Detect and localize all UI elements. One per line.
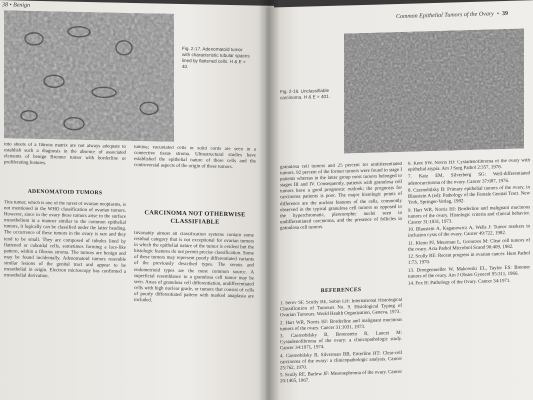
heading-carcinoma-line1: CARCINOMA NOT OTHERWISE	[144, 209, 246, 219]
reference-item: 4. Czernobilsky B, Silverman BB, Enterline HT: Clear-cell carcinoma of the ovary: a clinicopathologic analysis. Cancer 25:762, 1970.	[280, 350, 402, 372]
reference-item: 8. Czernobilsky B: Primary epithelial tumors of the ovary, in Blaustein A (ed): Pathology of the Female Genital Tract. New York, Springer-Verlag, 1982.	[408, 185, 530, 206]
carcinoma-text: Invariably almost all classification systems contain some residual category that is not exceptional for ovarian tumors in which the epithelial nature of the tumor is evident but the histologic features do not permit precise classification. Some of these tumors may represent poorly differentiated variants of the previously described types. The serous and endometrioid types are the most common source. A superficial resemblance to a granulosa cell tumor may be seen. Areas of granulosa cell differentiation, undifferentiated cells with high nuclear grade, or tumors that consist of cells of poorly differentiated pattern with marked anaplasia are included.	[134, 230, 254, 304]
right-running-head-title: Common Epithelial Tumors of the Ovary	[396, 11, 494, 21]
heading-references: REFERENCES	[320, 287, 362, 295]
reference-item: 11. Klemi PJ, Meurman L, Gronroos M: Clear cell tumors of the ovary. Acta Pathol Microbiol Scand 90:409, 1982.	[408, 237, 530, 253]
page-number: 39	[501, 10, 508, 18]
reference-item: 9. Hart WR, Norris HJ: Borderline and malignant mucinous tumors of the ovary. Histologic criteria and clinical behavior. Cancer 31:1031, 1973.	[408, 204, 530, 226]
right-figure-caption: Fig. 2-18. Unclassifiable carcinoma. H & E × 401.	[280, 87, 330, 101]
left-column2-intro: lumina; vacuolated cells or solid cords are seen in a connective tissue stroma. Ultrastructural studies have established the epithelial nature of these cells and the controversial aspects of the origin of these tumors.	[134, 144, 256, 171]
right-page	[266, 0, 533, 400]
reference-item: 13. Droegemueller W, Makowski EL, Taylor ES: Brenner tumors of the ovary. Am J Obstet Gynecol 95:311, 1966.	[408, 264, 530, 280]
book-gutter	[258, 0, 280, 400]
left-column1-intro: into sheets of a fibrous matrix are not always adequate to establish such a diagnosis in the absence of associated elements of benign Brenner tumor with borderline or proliferating features.	[4, 142, 126, 167]
left-figure-caption: Fig. 2-17. Adenomatoid tumor with characteristic tubular spaces lined by flattened cells. H & E × 40.	[182, 45, 250, 70]
reference-item: 14. Fox H: Pathology of the Ovary. Cancer 34:1971.	[408, 278, 511, 287]
heading-carcinoma-line2: CLASSIFIABLE	[170, 217, 220, 226]
references-list-col2	[408, 158, 530, 400]
references-list-col1	[280, 298, 402, 400]
adenomatoid-text: This tumor, which is one of the rarest of ovarian neoplasms, is not mentioned in the WHO classification of ovarian tumors. However, since in the ovary these tumors arise in the surface mesothelium in a manner similar to the common epithelial tumors, it logically can be classified under the latter heading. The occurrence of these tumors in the ovary is rare and they tend to be small. They are composed of tubules lined by flattened or cuboidal cells, sometimes forming a lace-like pattern, within a fibrous stroma. The tumors are benign and may be found incidentally. Adenomatoid tumors resemble similar lesions of the genital tract and appear to be mesothelial in origin. Electron microscopy has confirmed a mesothelial derivation.	[4, 200, 126, 280]
reference-item: 12. Scully RE: Recent progress in ovarian cancer. Hum Pathol 1:73, 1970.	[408, 251, 530, 266]
right-column1-text: granulosa cell tumors and 25 percent for undifferentiated tumors. 92 percent of the former tumors were found in stage I patients whereas in the latter group most tumors belonged to stages III and IV. Consequently, patients with granulosa cell tumors have a good prognostic outlook; the prognosis for carcinoma patients is poor. The major histologic points of difference are the nuclear features of the cells, commonly observed in the typical granulosa cell tumors as opposed to the hyperchromatic, pleomorphic nuclei seen in undifferentiated carcinoma, and the presence of follicles in granulosa cell tumors.	[280, 161, 402, 232]
micrograph-figure-left	[4, 10, 174, 142]
right-running-head: Common Epithelial Tumors of the Ovary • 39	[396, 10, 508, 21]
reference-item: 10. Blaustein A, Kaganowicz A, Wells J: Tumor markers in inclusion cysts of the ovary. Cancer 49:722, 1982.	[408, 224, 530, 239]
reference-item: 5. Scully RE, Barlow JF: Mesonephroma of the ovary. Cancer 20:1405, 1967.	[280, 370, 402, 385]
reference-item: 1. Serov SF, Scully RE, Sobin LH: International Histological Classification of Tumours No. 9. Histological Typing of Ovarian Tumours. World Health Organization, Geneva, 1973.	[280, 297, 402, 319]
micrograph-figure-right	[344, 28, 524, 153]
reference-item: 2. Hart WR, Norris HJ: Borderline and malignant mucinous tumors of the ovary. Cancer 31:1031, 1973.	[280, 317, 402, 332]
heading-adenomatoid-tumors: ADENOMATOID TUMORS	[27, 188, 103, 197]
reference-item: 3. Czernobilsky B, Borenstein R, Lancet M: Cystadenofibroma of the ovary: a clinicopathologic study. Cancer 34:1971, 1974.	[280, 330, 402, 352]
left-running-head: 38 • Benign	[2, 2, 31, 9]
reference-item: 6. Kent SW, Norris HJ: Cystadenofibroma of the ovary with epithelial atypia. Am J Surg Pathol 2:357, 1978.	[408, 158, 530, 173]
reference-item: 7. Katz EM, Silverberg SG: Well-differentiated adenocarcinoma of the ovary. Cancer 37:687, 1976.	[408, 171, 530, 187]
